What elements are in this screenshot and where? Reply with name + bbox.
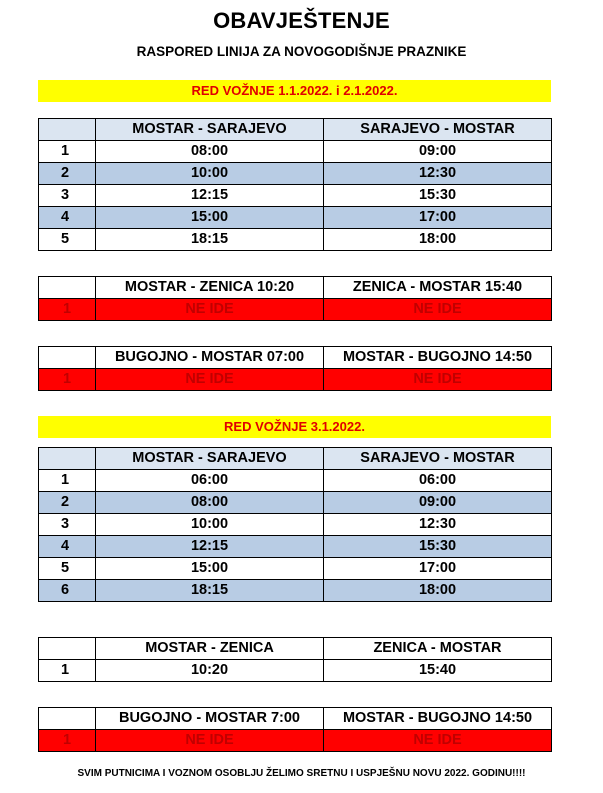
table-header-row: [39, 708, 552, 730]
departure-sarajevo-mostar: 12:30: [324, 514, 552, 536]
header-mostar-zenica: MOSTAR - ZENICA 10:20: [96, 277, 324, 299]
header-bugojno-mostar: BUGOJNO - MOSTAR 07:00: [96, 347, 324, 369]
header-number-cell: [39, 708, 96, 730]
sarajevo-schedule-table-jan1-2: [38, 118, 552, 251]
row-number: 5: [39, 558, 96, 580]
header-zenica-mostar: ZENICA - MOSTAR: [324, 638, 552, 660]
table-header-row: [39, 638, 552, 660]
table-row: [39, 580, 552, 602]
departure-mostar-sarajevo: 10:00: [96, 514, 324, 536]
table-header-row: [39, 119, 552, 141]
table-row: [39, 185, 552, 207]
cancelled-status: NE IDE: [324, 299, 552, 321]
row-number: 6: [39, 580, 96, 602]
departure-mostar-sarajevo: 06:00: [96, 470, 324, 492]
header-number-cell: [39, 448, 96, 470]
departure-sarajevo-mostar: 12:30: [324, 163, 552, 185]
table-row: [39, 369, 552, 391]
header-number-cell: [39, 119, 96, 141]
departure-zenica-mostar: 15:40: [324, 660, 552, 682]
departure-mostar-zenica: 10:20: [96, 660, 324, 682]
departure-sarajevo-mostar: 18:00: [324, 229, 552, 251]
row-number: 2: [39, 492, 96, 514]
departure-mostar-sarajevo: 12:15: [96, 536, 324, 558]
row-number: 3: [39, 514, 96, 536]
departure-mostar-sarajevo: 15:00: [96, 558, 324, 580]
bugojno-schedule-table-jan3: [38, 707, 552, 752]
row-number: 4: [39, 536, 96, 558]
cancelled-status: NE IDE: [324, 369, 552, 391]
departure-sarajevo-mostar: 09:00: [324, 492, 552, 514]
table-row: [39, 514, 552, 536]
departure-sarajevo-mostar: 15:30: [324, 536, 552, 558]
cancelled-status: NE IDE: [96, 299, 324, 321]
row-number: 1: [39, 470, 96, 492]
table-row: [39, 141, 552, 163]
table-row: [39, 492, 552, 514]
departure-mostar-sarajevo: 18:15: [96, 580, 324, 602]
table-row: [39, 299, 552, 321]
header-bugojno-mostar: BUGOJNO - MOSTAR 7:00: [96, 708, 324, 730]
departure-mostar-sarajevo: 08:00: [96, 492, 324, 514]
departure-sarajevo-mostar: 17:00: [324, 558, 552, 580]
table-header-row: [39, 277, 552, 299]
table-row: [39, 660, 552, 682]
departure-mostar-sarajevo: 08:00: [96, 141, 324, 163]
header-mostar-bugojno: MOSTAR - BUGOJNO 14:50: [324, 708, 552, 730]
sarajevo-schedule-table-jan3: [38, 447, 552, 602]
row-number: 1: [39, 660, 96, 682]
table-row: [39, 730, 552, 752]
departure-sarajevo-mostar: 09:00: [324, 141, 552, 163]
departure-mostar-sarajevo: 10:00: [96, 163, 324, 185]
bugojno-schedule-table-jan1-2: [38, 346, 552, 391]
row-number: 1: [39, 369, 96, 391]
header-number-cell: [39, 277, 96, 299]
departure-sarajevo-mostar: 06:00: [324, 470, 552, 492]
zenica-schedule-table-jan1-2: [38, 276, 552, 321]
row-number: 1: [39, 299, 96, 321]
cancelled-status: NE IDE: [96, 730, 324, 752]
row-number: 2: [39, 163, 96, 185]
row-number: 4: [39, 207, 96, 229]
header-mostar-bugojno: MOSTAR - BUGOJNO 14:50: [324, 347, 552, 369]
cancelled-status: NE IDE: [324, 730, 552, 752]
header-sarajevo-mostar: SARAJEVO - MOSTAR: [324, 448, 552, 470]
departure-sarajevo-mostar: 17:00: [324, 207, 552, 229]
schedule-banner-jan3: RED VOŽNJE 3.1.2022.: [38, 416, 551, 438]
row-number: 1: [39, 730, 96, 752]
page-subtitle: RASPORED LINIJA ZA NOVOGODIŠNJE PRAZNIKE: [136, 44, 467, 59]
row-number: 5: [39, 229, 96, 251]
header-mostar-sarajevo: MOSTAR - SARAJEVO: [96, 119, 324, 141]
header-number-cell: [39, 638, 96, 660]
zenica-schedule-table-jan3: [38, 637, 552, 682]
header-number-cell: [39, 347, 96, 369]
departure-mostar-sarajevo: 18:15: [96, 229, 324, 251]
table-header-row: [39, 448, 552, 470]
header-zenica-mostar: ZENICA - MOSTAR 15:40: [324, 277, 552, 299]
departure-mostar-sarajevo: 12:15: [96, 185, 324, 207]
page-title: OBAVJEŠTENJE: [213, 8, 390, 33]
table-header-row: [39, 347, 552, 369]
departure-mostar-sarajevo: 15:00: [96, 207, 324, 229]
departure-sarajevo-mostar: 15:30: [324, 185, 552, 207]
table-row: [39, 558, 552, 580]
table-row: [39, 163, 552, 185]
row-number: 3: [39, 185, 96, 207]
footer-greeting: SVIM PUTNICIMA I VOZNOM OSOBLJU ŽELIMO SRETNU I USPJEŠNU NOVU 2022. GODINU!!!!: [77, 768, 526, 779]
header-mostar-zenica: MOSTAR - ZENICA: [96, 638, 324, 660]
row-number: 1: [39, 141, 96, 163]
header-sarajevo-mostar: SARAJEVO - MOSTAR: [324, 119, 552, 141]
table-row: [39, 207, 552, 229]
schedule-banner-jan1-2: RED VOŽNJE 1.1.2022. i 2.1.2022.: [38, 80, 551, 102]
departure-sarajevo-mostar: 18:00: [324, 580, 552, 602]
table-row: [39, 536, 552, 558]
header-mostar-sarajevo: MOSTAR - SARAJEVO: [96, 448, 324, 470]
table-row: [39, 470, 552, 492]
cancelled-status: NE IDE: [96, 369, 324, 391]
table-row: [39, 229, 552, 251]
